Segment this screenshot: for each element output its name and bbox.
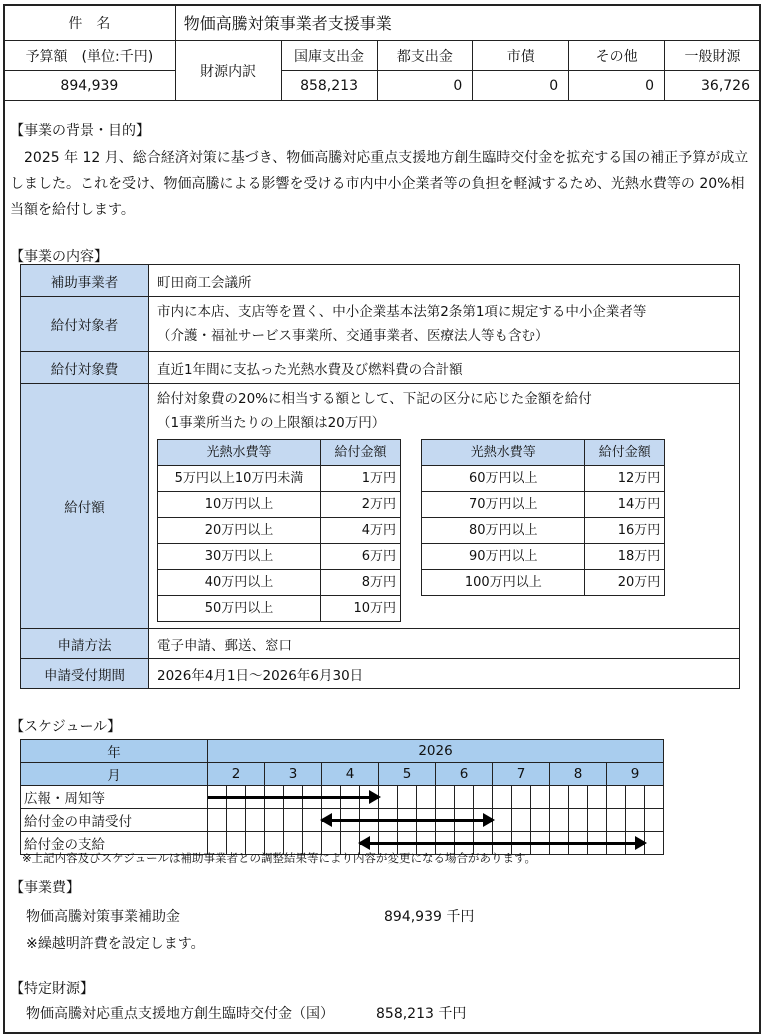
grid-cell — [569, 786, 588, 809]
tier-amount: 18万円 — [585, 544, 665, 570]
tier-header: 給付金額 — [321, 440, 401, 466]
tier-amount: 14万円 — [585, 492, 665, 518]
month-cell: 5 — [379, 763, 436, 786]
content-table — [20, 264, 740, 689]
row-value-note: （介護・福祉サービス事業所、交通事業者、医療法人等も含む） — [157, 328, 549, 344]
title-label: 件 名 — [4, 5, 176, 41]
funding-col: 国庫支出金 — [281, 41, 377, 71]
tier-range: 80万円以上 — [422, 518, 585, 544]
grid-cell — [626, 786, 645, 809]
grid-cell — [398, 786, 417, 809]
funding-value: 858,213 — [281, 71, 377, 101]
grid-cell — [455, 786, 474, 809]
tier-row — [158, 544, 401, 570]
tier-row — [422, 544, 665, 570]
grid-cell — [493, 809, 512, 832]
tier-row — [422, 518, 665, 544]
grid-cell — [265, 809, 284, 832]
tier-header: 光熱水費等 — [422, 440, 585, 466]
tier-amount: 20万円 — [585, 570, 665, 596]
grid-cell — [607, 809, 626, 832]
grid-cell — [436, 786, 455, 809]
tier-amount: 6万円 — [321, 544, 401, 570]
tier-header: 光熱水費等 — [158, 440, 321, 466]
source-heading: 【特定財源】 — [10, 981, 94, 997]
schedule-arrow — [208, 796, 379, 799]
grid-cell — [550, 786, 569, 809]
grid-cell — [417, 786, 436, 809]
tier-amount: 10万円 — [321, 596, 401, 622]
grid-cell — [531, 786, 550, 809]
tier-amount: 2万円 — [321, 492, 401, 518]
grid-cell — [607, 786, 626, 809]
tier-range: 50万円以上 — [158, 596, 321, 622]
year-value: 2026 — [208, 740, 664, 763]
tier-row — [158, 570, 401, 596]
grid-cell — [512, 809, 531, 832]
grid-cell — [645, 786, 664, 809]
tier-row — [422, 492, 665, 518]
project-title: 物価高騰対策事業者支援事業 — [175, 5, 760, 41]
cost-heading: 【事業費】 — [10, 880, 80, 896]
grid-cell — [379, 786, 398, 809]
grid-cell — [569, 809, 588, 832]
row-label: 給付対象者 — [21, 297, 149, 352]
cost-item: 物価高騰対策事業補助金 — [26, 909, 180, 925]
grid-cell — [208, 809, 227, 832]
month-label: 月 — [21, 763, 208, 786]
month-cell: 3 — [265, 763, 322, 786]
grid-cell — [474, 786, 493, 809]
tier-range: 10万円以上 — [158, 492, 321, 518]
row-label: 申請方法 — [21, 629, 149, 659]
grid-cell — [227, 809, 246, 832]
row-label: 給付対象費 — [21, 352, 149, 384]
funding-value: 0 — [473, 71, 569, 101]
funding-col: 一般財源 — [665, 41, 761, 71]
source-item: 物価高騰対応重点支援地方創生臨時交付金（国） — [26, 1006, 334, 1022]
funding-value: 0 — [569, 71, 665, 101]
grid-cell — [626, 809, 645, 832]
tier-amount: 8万円 — [321, 570, 401, 596]
header-table — [3, 4, 761, 101]
row-label: 申請受付期間 — [21, 659, 149, 689]
grid-cell — [284, 809, 303, 832]
tier-amount: 16万円 — [585, 518, 665, 544]
month-cell: 7 — [493, 763, 550, 786]
tier-header: 給付金額 — [585, 440, 665, 466]
tier-table-right — [421, 439, 665, 596]
grid-cell — [512, 786, 531, 809]
grid-cell — [550, 809, 569, 832]
tier-amount: 4万円 — [321, 518, 401, 544]
row-label: 給付額 — [21, 384, 149, 629]
grid-cell — [645, 832, 664, 855]
source-amount: 858,213 千円 — [376, 1006, 467, 1022]
task-name: 広報・周知等 — [21, 786, 208, 809]
tier-amount: 1万円 — [321, 466, 401, 492]
grid-cell — [588, 786, 607, 809]
row-value: 電子申請、郵送、窓口 — [149, 629, 740, 659]
schedule-arrow — [322, 819, 493, 822]
tier-amount: 12万円 — [585, 466, 665, 492]
tier-range: 70万円以上 — [422, 492, 585, 518]
month-cell: 2 — [208, 763, 265, 786]
background-text: 2025 年 12 月、総合経済対策に基づき、物価高騰対応重点支援地方創生臨時交付金を拡充する国の補正予算が成立しました。これを受け、物価高騰による影響を受ける市内中小企業者等の負担を軽減するため、光熱水費等の 20%相当額を給付します。 — [10, 150, 749, 218]
grid-cell — [246, 809, 265, 832]
row-value: 2026年4月1日～2026年6月30日 — [149, 659, 740, 689]
month-cell: 6 — [436, 763, 493, 786]
grid-cell — [493, 786, 512, 809]
funding-value: 0 — [377, 71, 473, 101]
budget-value: 894,939 — [4, 71, 176, 101]
row-value: 町田商工会議所 — [149, 265, 740, 297]
tier-range: 60万円以上 — [422, 466, 585, 492]
tier-row — [158, 596, 401, 622]
funding-label: 財源内訳 — [175, 41, 281, 101]
content-heading: 【事業の内容】 — [10, 249, 108, 265]
month-cell: 4 — [322, 763, 379, 786]
tier-row — [158, 518, 401, 544]
row-value-note: （1事業所当たりの上限額は20万円） — [157, 415, 386, 431]
row-value: 給付対象費の20%に相当する額として、下記の区分に応じた金額を給付 — [157, 391, 592, 407]
grid-cell — [645, 809, 664, 832]
row-label: 補助事業者 — [21, 265, 149, 297]
tier-range: 5万円以上10万円未満 — [158, 466, 321, 492]
cost-note: ※繰越明許費を設定します。 — [26, 936, 205, 952]
schedule-note: ※上記内容及びスケジュールは補助事業者との調整結果等により内容が変更になる場合があります。 — [22, 851, 537, 865]
background-heading: 【事業の背景・目的】 — [10, 123, 150, 139]
tier-table-left — [157, 439, 401, 622]
funding-value: 36,726 — [665, 71, 761, 101]
schedule-arrow — [360, 842, 645, 845]
schedule-heading: 【スケジュール】 — [10, 719, 122, 735]
tier-range: 30万円以上 — [158, 544, 321, 570]
tier-range: 20万円以上 — [158, 518, 321, 544]
tier-row — [422, 570, 665, 596]
task-name: 給付金の支給 — [21, 832, 208, 855]
tier-range: 90万円以上 — [422, 544, 585, 570]
cost-amount: 894,939 千円 — [384, 909, 475, 925]
funding-col: 都支出金 — [377, 41, 473, 71]
month-cell: 9 — [607, 763, 664, 786]
tier-row — [158, 492, 401, 518]
tier-range: 40万円以上 — [158, 570, 321, 596]
year-label: 年 — [21, 740, 208, 763]
funding-col: その他 — [569, 41, 665, 71]
funding-col: 市債 — [473, 41, 569, 71]
grid-cell — [531, 809, 550, 832]
grid-cell — [588, 809, 607, 832]
tier-row — [422, 466, 665, 492]
budget-label: 予算額 (単位:千円) — [4, 41, 176, 71]
month-cell: 8 — [550, 763, 607, 786]
tier-range: 100万円以上 — [422, 570, 585, 596]
row-value: 直近1年間に支払った光熱水費及び燃料費の合計額 — [149, 352, 740, 384]
row-value: 市内に本店、支店等を置く、中小企業基本法第2条第1項に規定する中小企業者等 — [157, 304, 647, 320]
task-name: 給付金の申請受付 — [21, 809, 208, 832]
tier-row — [158, 466, 401, 492]
